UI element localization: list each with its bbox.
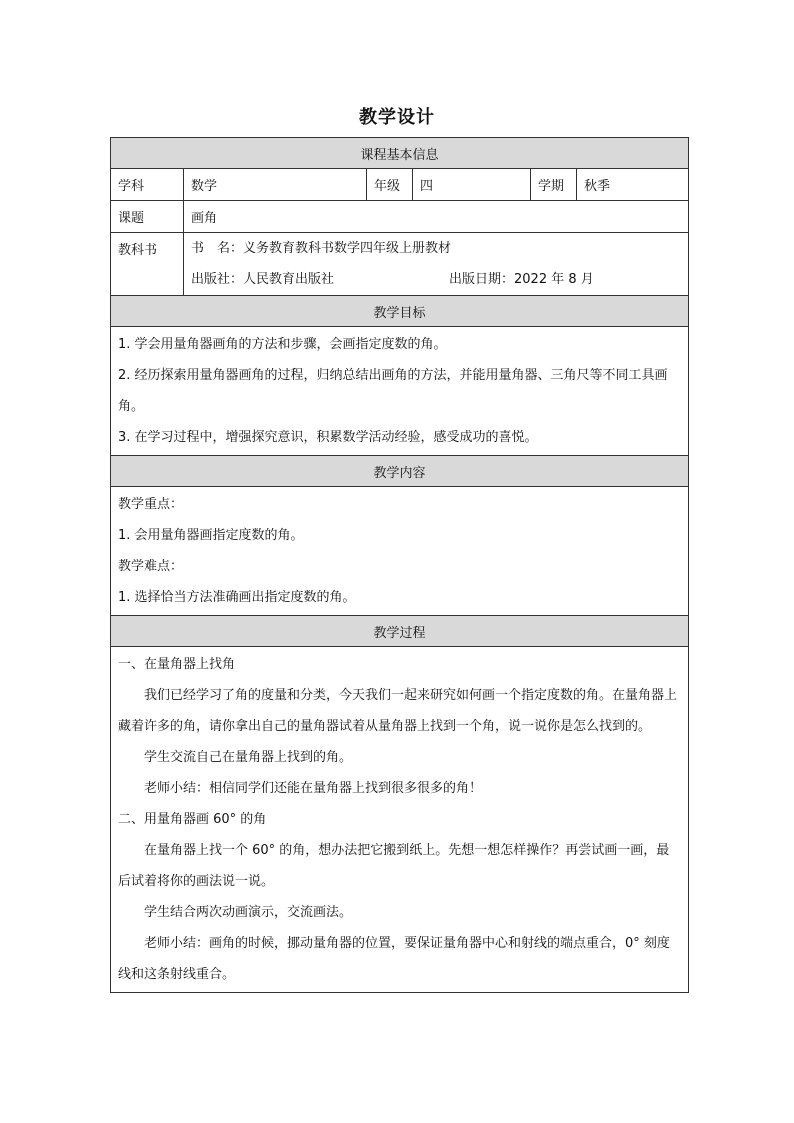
section-header-basic: [111, 138, 689, 169]
content-cell: [111, 487, 689, 616]
objective-item: 3. 在学习过程中，增强探究意识，积累数学活动经验，感受成功的喜悦。: [118, 430, 538, 445]
process-paragraph: 老师小结：相信同学们还能在量角器上找到很多很多的角！: [144, 781, 483, 796]
topic-label: 课题: [111, 201, 184, 233]
grade-value: 四: [413, 169, 531, 201]
subject-value: 数学: [184, 169, 367, 201]
section-title-basic: 课程基本信息: [111, 138, 689, 169]
document-title: 教学设计: [359, 107, 435, 128]
process-paragraph: 学生交流自己在量角器上找到的角。: [144, 750, 353, 765]
difficulty-label: 教学难点：: [118, 559, 184, 574]
objectives-row: [111, 327, 689, 456]
process-row: [111, 647, 689, 993]
objectives-cell: [111, 327, 689, 456]
textbook-row: [111, 233, 689, 296]
book-name: 书 名：义务教育教科书数学四年级上册教材: [191, 241, 452, 256]
term-value: 秋季: [577, 169, 689, 201]
topic-value: 画角: [184, 201, 689, 233]
process-cell: [111, 647, 689, 993]
lesson-plan-table: [110, 137, 689, 993]
textbook-info: [184, 233, 689, 296]
section-title-content: 教学内容: [111, 456, 689, 487]
section-title-process: 教学过程: [111, 616, 689, 647]
section-header-process: [111, 616, 689, 647]
textbook-label: 教科书: [111, 233, 184, 296]
basic-info-row: [111, 169, 689, 201]
process-part1-heading: 一、在量角器上找角: [118, 657, 236, 672]
process-part2-heading: 二、用量角器画 60° 的角: [118, 812, 267, 827]
process-paragraph: 老师小结：画角的时候，挪动量角器的位置，要保证量角器中心和射线的端点重合，0° 刻度线和这条射线重合。: [118, 936, 670, 982]
publisher-row: [191, 264, 681, 295]
section-title-objectives: 教学目标: [111, 296, 689, 327]
grade-label: 年级: [367, 169, 413, 201]
process-paragraph: 我们已经学习了角的度量和分类，今天我们一起来研究如何画一个指定度数的角。在量角器上藏着许多的角，请你拿出自己的量角器试着从量角器上找到一个角，说一说你是怎么找到的。: [118, 688, 678, 734]
objective-item: 2. 经历探索用量角器画角的过程，归纳总结出画角的方法，并能用量角器、三角尺等不同工具画角。: [118, 368, 668, 414]
section-header-objectives: [111, 296, 689, 327]
publisher: 出版社：人民教育出版社: [191, 272, 335, 287]
term-label: 学期: [531, 169, 577, 201]
process-paragraph: 在量角器上找一个 60° 的角，想办法把它搬到纸上。先想一想怎样操作？再尝试画一画，最后试着将你的画法说一说。: [118, 843, 670, 889]
publish-date: 出版日期：2022 年 8 月: [449, 272, 594, 287]
difficulty-item: 1. 选择恰当方法准确画出指定度数的角。: [118, 590, 356, 605]
process-paragraph: 学生结合两次动画演示，交流画法。: [144, 905, 353, 920]
section-header-content: [111, 456, 689, 487]
key-point-label: 教学重点：: [118, 497, 184, 512]
objective-item: 1. 学会用量角器画角的方法和步骤，会画指定度数的角。: [118, 337, 447, 352]
content-row: [111, 487, 689, 616]
subject-label: 学科: [111, 169, 184, 201]
key-point-item: 1. 会用量角器画指定度数的角。: [118, 528, 304, 543]
topic-row: [111, 201, 689, 233]
